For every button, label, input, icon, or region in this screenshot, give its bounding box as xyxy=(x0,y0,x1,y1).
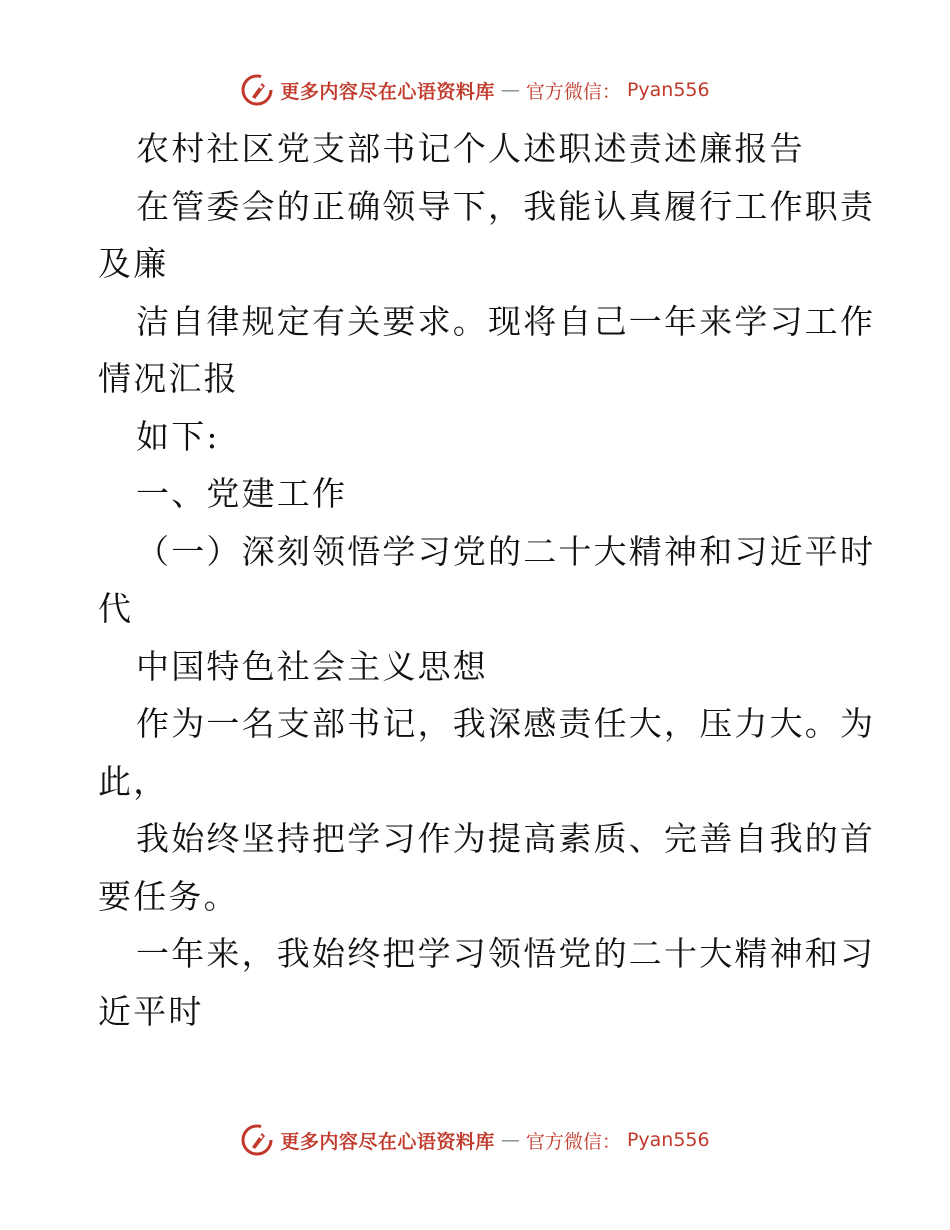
text-line: 我始终坚持把学习作为提高素质、完善自我的首 xyxy=(136,819,876,858)
watermark-site-text: 更多内容尽在心语资料库 xyxy=(280,80,495,103)
document-body xyxy=(98,120,876,1040)
text-line: 一年来，我始终把学习领悟党的二十大精神和习 xyxy=(136,934,876,973)
text-line: 情况汇报 xyxy=(98,359,239,398)
watermark-site-text: 更多内容尽在心语资料库 xyxy=(280,1130,495,1153)
watermark-wechat-id: Pyan556 xyxy=(626,79,710,101)
watermark-wechat-label: 官方微信： xyxy=(525,1130,621,1153)
watermark-dash: — xyxy=(500,79,520,101)
document-title: 农村社区党支部书记个人述职述责述廉报告 xyxy=(136,129,805,168)
header-watermark xyxy=(0,70,950,110)
watermark-dash: — xyxy=(500,1129,520,1151)
text-line: 在管委会的正确领导下，我能认真履行工作职责 xyxy=(136,186,876,226)
section-heading: 一、党建工作 xyxy=(136,474,348,513)
text-line: 近平时 xyxy=(98,991,204,1031)
text-line: 要任务。 xyxy=(98,876,239,916)
watermark-wechat-label: 官方微信： xyxy=(525,80,621,103)
text-line: 此， xyxy=(98,761,169,801)
text-line: 及廉 xyxy=(98,244,169,283)
pen-nib-logo-icon xyxy=(240,1123,274,1157)
text-line: 中国特色社会主义思想 xyxy=(136,646,488,686)
footer-watermark xyxy=(0,1120,950,1160)
subsection-heading: （一）深刻领悟学习党的二十大精神和习近平时 xyxy=(136,531,876,571)
watermark-wechat-id: Pyan556 xyxy=(626,1129,710,1151)
text-line: 作为一名支部书记，我深感责任大，压力大。为 xyxy=(136,704,876,743)
pen-nib-logo-icon xyxy=(240,73,274,107)
text-line: 代 xyxy=(98,589,134,628)
text-line: 洁自律规定有关要求。现将自己一年来学习工作 xyxy=(136,301,876,341)
text-line: 如下: xyxy=(136,416,220,456)
